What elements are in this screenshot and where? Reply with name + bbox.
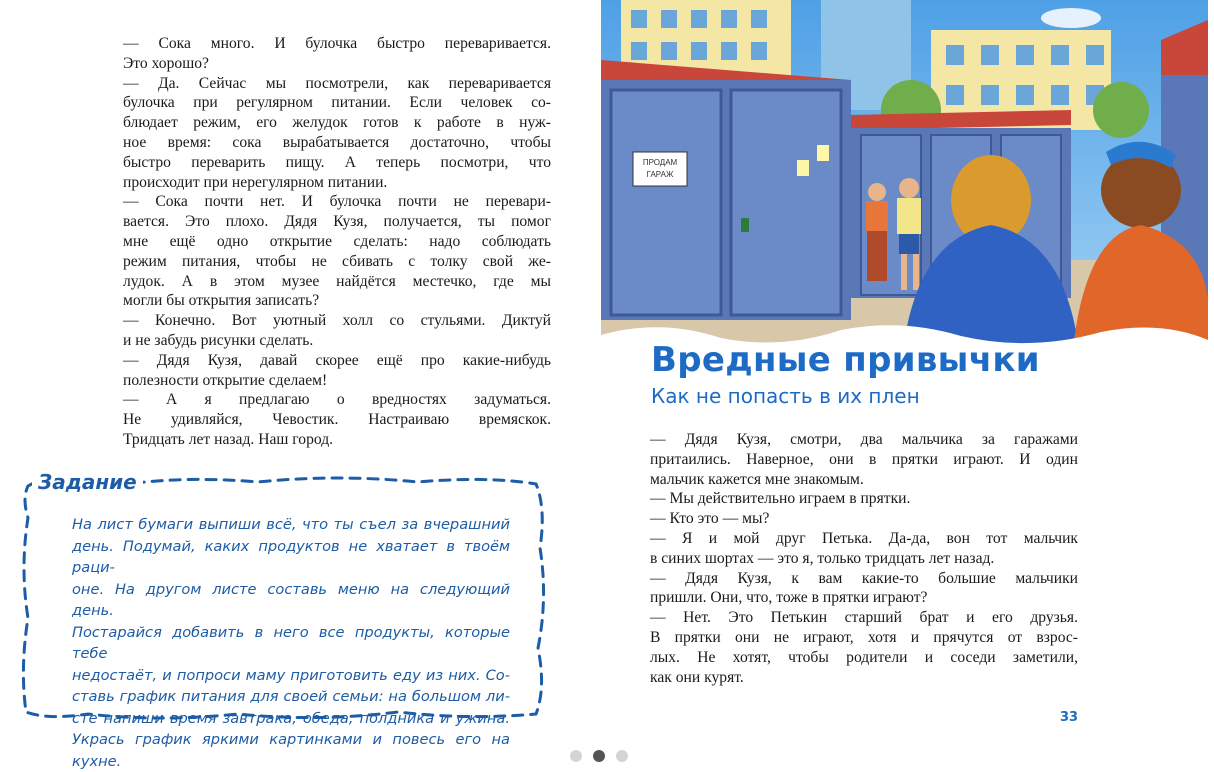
left-text-line: Не удивляйся, Чевостик. Настраиваю времяскок. — [123, 411, 551, 429]
left-text-line: вается. Это плохо. Дядя Кузя, получается, ты помог — [123, 213, 551, 231]
left-text-line: Тридцать лет назад. Наш город. — [123, 430, 334, 448]
right-text-line: пришли. Они, что, тоже в прятки играют? — [650, 589, 928, 607]
task-text-line: Постарайся добавить в него все продукты, которые тебе — [72, 623, 510, 662]
left-text-line: полезности открытие сделаем! — [123, 371, 328, 389]
left-text-line: — Дядя Кузя, давай скорее ещё про какие-нибудь — [123, 351, 551, 369]
right-text-line: В прятки они не играют, хотя и прячутся от взрос- — [650, 628, 1078, 646]
left-text-line: булочка при регулярном питании. Если человек со- — [123, 94, 551, 112]
page-number: 33 — [1060, 710, 1079, 725]
task-text-line: Укрась график яркими картинками и повесь его на кухне. — [72, 731, 510, 770]
left-text-line: могли бы открытия записать? — [123, 292, 320, 310]
right-text-line: в синих шортах — это я, только тридцать лет назад. — [650, 549, 995, 567]
chapter-heading: Вредные привычки — [651, 340, 1040, 380]
left-text-line: лудок. А в этом музее найдётся местечко, где мы — [123, 272, 551, 290]
right-page-text — [650, 430, 1078, 687]
left-text-line: — Сока много. И булочка быстро переваривается. — [123, 35, 551, 52]
left-text-line: — Сока почти нет. И булочка почти не перевари- — [123, 193, 551, 211]
right-text-line: — Дядя Кузя, смотри, два мальчика за гаражами — [650, 431, 1078, 448]
right-text-line: — Дядя Кузя, к вам какие-то большие мальчики — [650, 569, 1078, 587]
page-indicator — [570, 750, 630, 758]
right-text-line: — Мы действительно играем в прятки. — [650, 490, 911, 508]
page-dot[interactable] — [616, 750, 628, 762]
right-text-line: притаились. Наверное, они в прятки играют. И один — [650, 450, 1078, 468]
right-text-line: — Кто это — мы? — [650, 510, 770, 528]
illustration-garages — [601, 0, 1208, 370]
chapter-subheading: Как не попасть в их плен — [651, 384, 920, 408]
task-text-line: На лист бумаги выпиши всё, что ты съел за вчерашний — [72, 516, 510, 533]
task-title: Задание — [32, 470, 143, 494]
left-page-text — [123, 34, 551, 450]
left-text-line: ное время: сока вырабатывается достаточно, чтобы — [123, 133, 551, 151]
left-text-line: — Да. Сейчас мы посмотрели, как переваривается — [123, 74, 551, 92]
sign-line-2: ГАРАЖ — [646, 170, 674, 179]
left-text-line: и не забудь рисунки сделать. — [123, 331, 314, 349]
task-text-line: день. Подумай, каких продуктов не хватает в твоём раци- — [72, 537, 510, 576]
task-text-line: ставь график питания для своей семьи: на большом ли- — [72, 688, 510, 705]
task-text — [72, 514, 510, 772]
task-box — [18, 468, 550, 770]
task-text-line: сте напиши время завтрака, обеда, полдника и ужина. — [72, 709, 510, 727]
task-text-line: недостаёт, и попроси маму приготовить еду из них. Со- — [72, 666, 510, 684]
page-dot[interactable] — [593, 750, 605, 762]
right-text-line: — Нет. Это Петькин старший брат и его друзья. — [650, 609, 1078, 627]
right-text-line: мальчик кажется мне знакомым. — [650, 470, 864, 488]
right-text-line: лых. Не хотят, чтобы родители и соседи заметили, — [650, 648, 1078, 666]
left-text-line: быстро переварить пищу. А теперь посмотри, что — [123, 153, 551, 171]
task-text-line: оне. На другом листе составь меню на следующий день. — [72, 580, 510, 619]
page-dot[interactable] — [570, 750, 582, 762]
left-text-line: Это хорошо? — [123, 54, 209, 72]
left-text-line: блюдает режим, его желудок готов к работе в нуж- — [123, 114, 551, 132]
left-text-line: — Конечно. Вот уютный холл со стульями. Диктуй — [123, 312, 551, 330]
left-text-line: — А я предлагаю о вредностях задуматься. — [123, 391, 551, 409]
right-text-line: — Я и мой друг Петька. Да-да, вон тот мальчик — [650, 529, 1078, 547]
left-text-line: происходит при нерегулярном питании. — [123, 173, 388, 191]
sign-line-1: ПРОДАМ — [642, 158, 678, 167]
left-text-line: режим питания, чтобы не сбивать с толку свой же- — [123, 252, 551, 270]
right-text-line: как они курят. — [650, 668, 744, 686]
left-text-line: мне ещё одно открытие сделать: надо соблюдать — [123, 232, 551, 250]
